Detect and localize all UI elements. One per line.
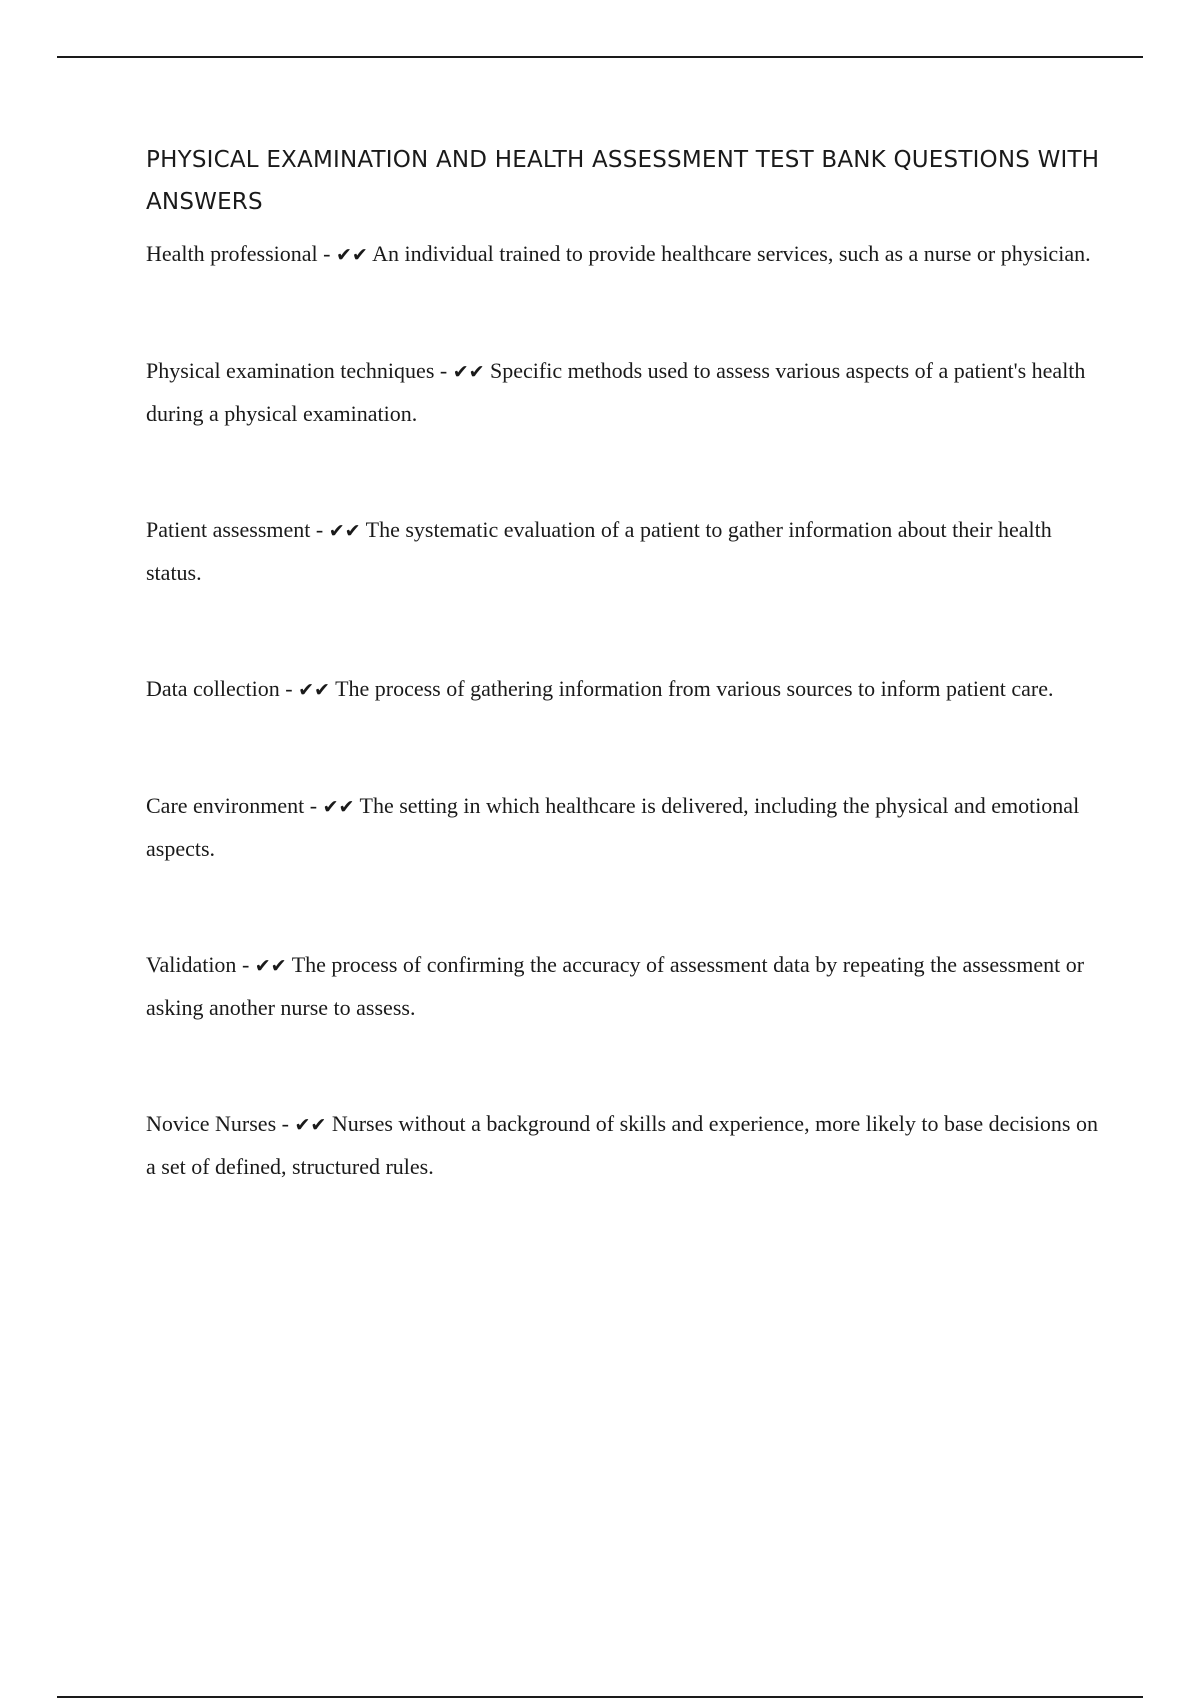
entry	[146, 509, 1106, 594]
entry-separator: -	[310, 517, 329, 542]
entry-definition: An individual trained to provide healthcare services, such as a nurse or physician.	[372, 241, 1091, 266]
entry-term: Physical examination techniques	[146, 358, 435, 383]
entry-definition: Specific methods used to assess various aspects of a patient's health during a physical examination.	[146, 358, 1086, 426]
check-mark-icon: ✔✔	[298, 679, 330, 701]
entry-separator: -	[304, 793, 323, 818]
check-mark-icon: ✔✔	[294, 1114, 327, 1136]
check-mark-icon: ✔✔	[254, 955, 287, 977]
entry-separator: -	[317, 241, 336, 266]
entry-separator: -	[434, 358, 453, 383]
check-mark-icon: ✔✔	[322, 796, 355, 818]
entry-term: Patient assessment	[146, 517, 311, 542]
entry-separator: -	[236, 952, 255, 977]
entry-separator: -	[276, 1111, 295, 1136]
entry-definition: Nurses without a background of skills and experience, more likely to base decisions on a set of defined, structured rules.	[146, 1111, 1098, 1179]
entry	[146, 350, 1106, 435]
entry-term: Data collection	[146, 676, 280, 701]
bottom-rule	[57, 1696, 1143, 1698]
entry-term: Novice Nurses	[146, 1111, 277, 1136]
entry-term: Care environment	[146, 793, 305, 818]
entry-list	[146, 233, 1106, 1188]
entry-definition: The setting in which healthcare is delivered, including the physical and emotional aspects.	[146, 793, 1080, 861]
entry-definition: The systematic evaluation of a patient to gather information about their health status.	[146, 517, 1052, 585]
entry-definition: The process of gathering information from various sources to inform patient care.	[335, 676, 1054, 701]
entry	[146, 785, 1106, 870]
check-mark-icon: ✔✔	[328, 520, 361, 542]
top-rule	[57, 56, 1143, 58]
entry-term: Health professional	[146, 241, 318, 266]
check-mark-icon: ✔✔	[336, 244, 368, 266]
document-title: PHYSICAL EXAMINATION AND HEALTH ASSESSMENT TEST BANK QUESTIONS WITH ANSWERS	[146, 147, 1100, 215]
entry	[146, 668, 1106, 711]
entry-separator: -	[279, 676, 299, 701]
entry	[146, 233, 1106, 276]
entry-definition: The process of confirming the accuracy of assessment data by repeating the assessment or asking another nurse to assess.	[146, 952, 1085, 1020]
document-body	[146, 139, 1106, 1262]
entry	[146, 944, 1106, 1029]
entry	[146, 1103, 1106, 1188]
entry-term: Validation	[146, 952, 237, 977]
check-mark-icon: ✔✔	[452, 361, 485, 383]
